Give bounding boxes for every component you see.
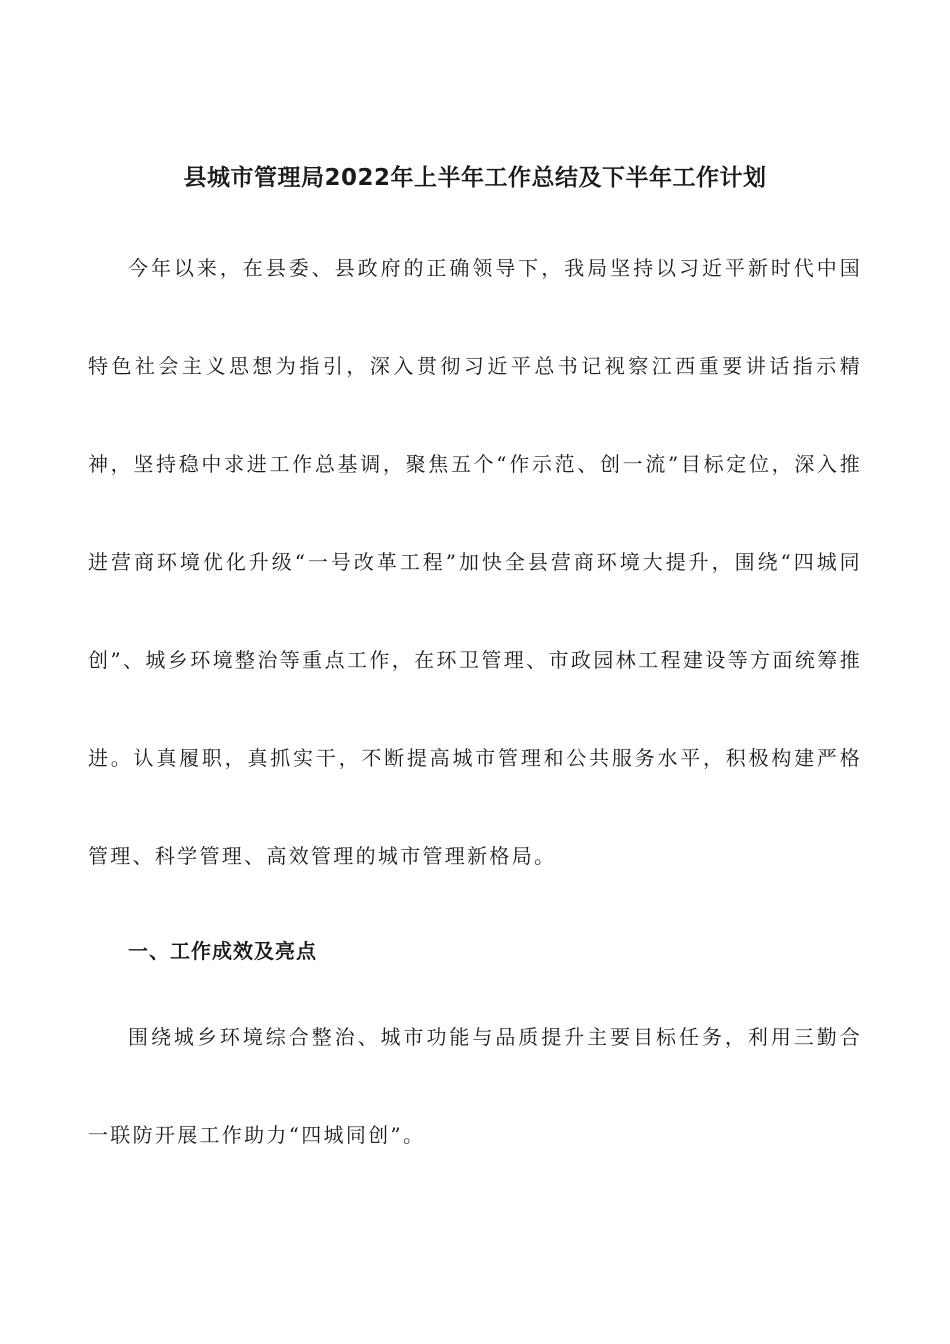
intro-paragraph: 今年以来，在县委、县政府的正确领导下，我局坚持以习近平新时代中国特色社会主义思想为指引，深入贯彻习近平总书记视察江西重要讲话指示精神，坚持稳中求进工作总基调，聚焦五个“作示范、创一流”目标定位，深入推进营商环境优化升级“一号改革工程”加快全县营商环境大提升，围绕“四城同创”、城乡环境整治等重点工作，在环卫管理、市政园林工程建设等方面统筹推进。认真履职，真抓实干，不断提高城市管理和公共服务水平，积极构建严格管理、科学管理、高效管理的城市管理新格局。 <box>88 256 862 868</box>
document-title: 县城市管理局2022年上半年工作总结及下半年工作计划 <box>183 165 767 191</box>
section-heading: 一、工作成效及亮点 <box>128 939 317 963</box>
section-paragraph: 围绕城乡环境综合整治、城市功能与品质提升主要目标任务，利用三勤合一联防开展工作助力“四城同创”。 <box>88 1025 862 1147</box>
